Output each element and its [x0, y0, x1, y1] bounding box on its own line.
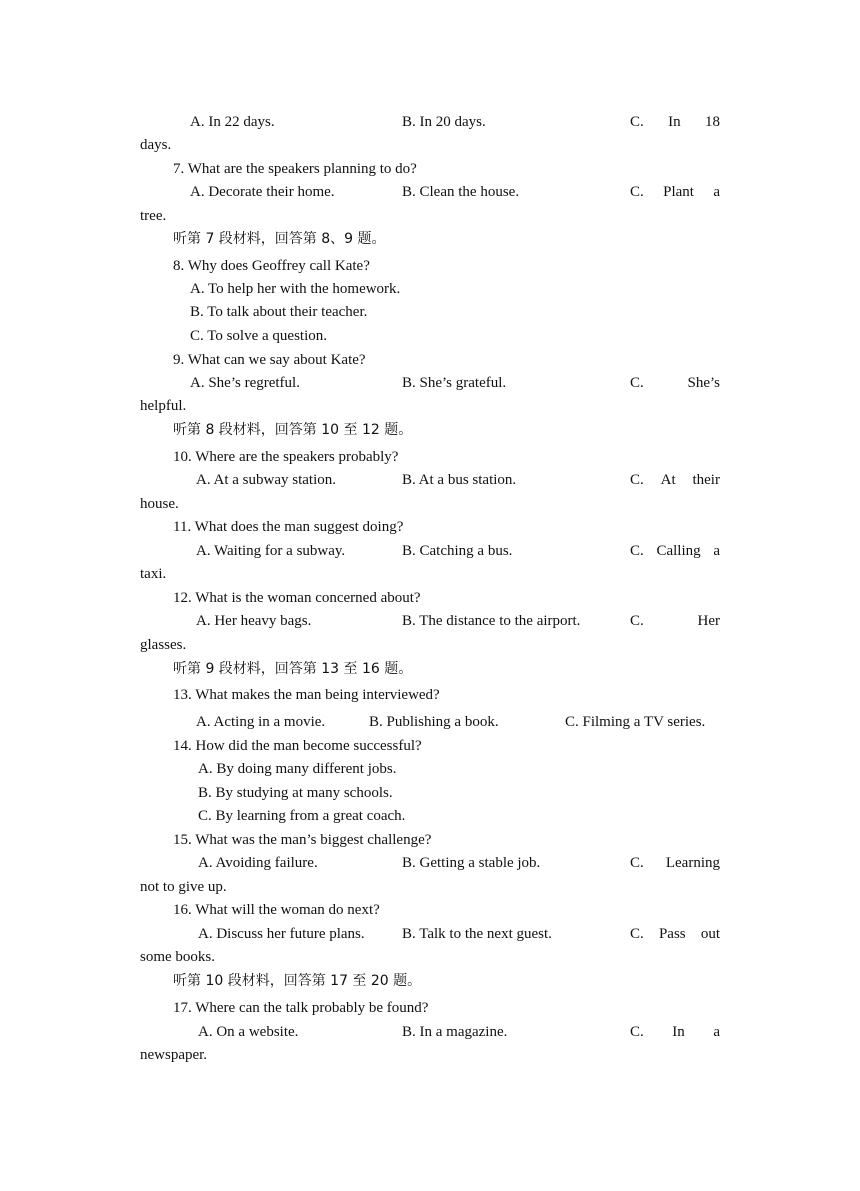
section-9-heading: 听第 9 段材料，回答第 13 至 16 题。	[173, 661, 413, 677]
q16-option-c: C. Pass out	[630, 926, 720, 942]
q9-option-c-continued: helpful.	[140, 398, 187, 414]
q11-option-a: A. Waiting for a subway.	[196, 543, 346, 559]
q10-option-c: C. At their	[630, 472, 720, 488]
q7-option-c-continued: tree.	[140, 208, 167, 224]
q9-stem: 9. What can we say about Kate?	[173, 352, 366, 368]
q11-option-b: B. Catching a bus.	[402, 543, 513, 559]
section-8-heading: 听第 8 段材料，回答第 10 至 12 题。	[173, 422, 413, 438]
section-10-heading: 听第 10 段材料，回答第 17 至 20 题。	[173, 973, 422, 989]
q16-stem: 16. What will the woman do next?	[173, 902, 380, 918]
q12-option-c: C. Her	[630, 613, 720, 629]
q17-stem: 17. Where can the talk probably be found?	[173, 1000, 429, 1016]
q17-option-b: B. In a magazine.	[402, 1024, 508, 1040]
q6-option-b: B. In 20 days.	[402, 114, 486, 130]
q13-option-a: A. Acting in a movie.	[196, 714, 326, 730]
q15-stem: 15. What was the man’s biggest challenge?	[173, 832, 432, 848]
q14-option-c: C. By learning from a great coach.	[198, 808, 406, 824]
q8-option-a: A. To help her with the homework.	[190, 281, 401, 297]
q6-option-a: A. In 22 days.	[190, 114, 275, 130]
q9-option-a: A. She’s regretful.	[190, 375, 300, 391]
q13-stem: 13. What makes the man being interviewed?	[173, 687, 440, 703]
q13-option-c: C. Filming a TV series.	[565, 714, 706, 730]
q12-option-c-continued: glasses.	[140, 637, 187, 653]
q7-option-a: A. Decorate their home.	[190, 184, 335, 200]
q10-option-a: A. At a subway station.	[196, 472, 336, 488]
q8-stem: 8. Why does Geoffrey call Kate?	[173, 258, 370, 274]
q14-option-a: A. By doing many different jobs.	[198, 761, 397, 777]
q11-stem: 11. What does the man suggest doing?	[173, 519, 404, 535]
q6-option-c-continued: days.	[140, 137, 172, 153]
q15-option-b: B. Getting a stable job.	[402, 855, 541, 871]
q14-option-b: B. By studying at many schools.	[198, 785, 393, 801]
q8-option-b: B. To talk about their teacher.	[190, 304, 368, 320]
q15-option-a: A. Avoiding failure.	[198, 855, 318, 871]
q10-option-c-continued: house.	[140, 496, 179, 512]
q16-option-a: A. Discuss her future plans.	[198, 926, 365, 942]
section-7-heading: 听第 7 段材料，回答第 8、9 题。	[173, 231, 386, 247]
q15-option-c-continued: not to give up.	[140, 879, 227, 895]
q14-stem: 14. How did the man become successful?	[173, 738, 422, 754]
q7-stem: 7. What are the speakers planning to do?	[173, 161, 417, 177]
q17-option-c: C. In a	[630, 1024, 720, 1040]
q10-option-b: B. At a bus station.	[402, 472, 517, 488]
q9-option-b: B. She’s grateful.	[402, 375, 507, 391]
q11-option-c-continued: taxi.	[140, 566, 167, 582]
q12-stem: 12. What is the woman concerned about?	[173, 590, 421, 606]
q6-option-c: C. In 18	[630, 114, 720, 130]
q15-option-c: C. Learning	[630, 855, 720, 871]
q13-option-b: B. Publishing a book.	[369, 714, 499, 730]
q12-option-b: B. The distance to the airport.	[402, 613, 581, 629]
q11-option-c: C. Calling a	[630, 543, 720, 559]
q10-stem: 10. Where are the speakers probably?	[173, 449, 399, 465]
q9-option-c: C. She’s	[630, 375, 720, 391]
q16-option-b: B. Talk to the next guest.	[402, 926, 552, 942]
q17-option-a: A. On a website.	[198, 1024, 299, 1040]
q7-option-b: B. Clean the house.	[402, 184, 520, 200]
q16-option-c-continued: some books.	[140, 949, 215, 965]
q12-option-a: A. Her heavy bags.	[196, 613, 312, 629]
q7-option-c: C. Plant a	[630, 184, 720, 200]
q17-option-c-continued: newspaper.	[140, 1047, 208, 1063]
q8-option-c: C. To solve a question.	[190, 328, 327, 344]
